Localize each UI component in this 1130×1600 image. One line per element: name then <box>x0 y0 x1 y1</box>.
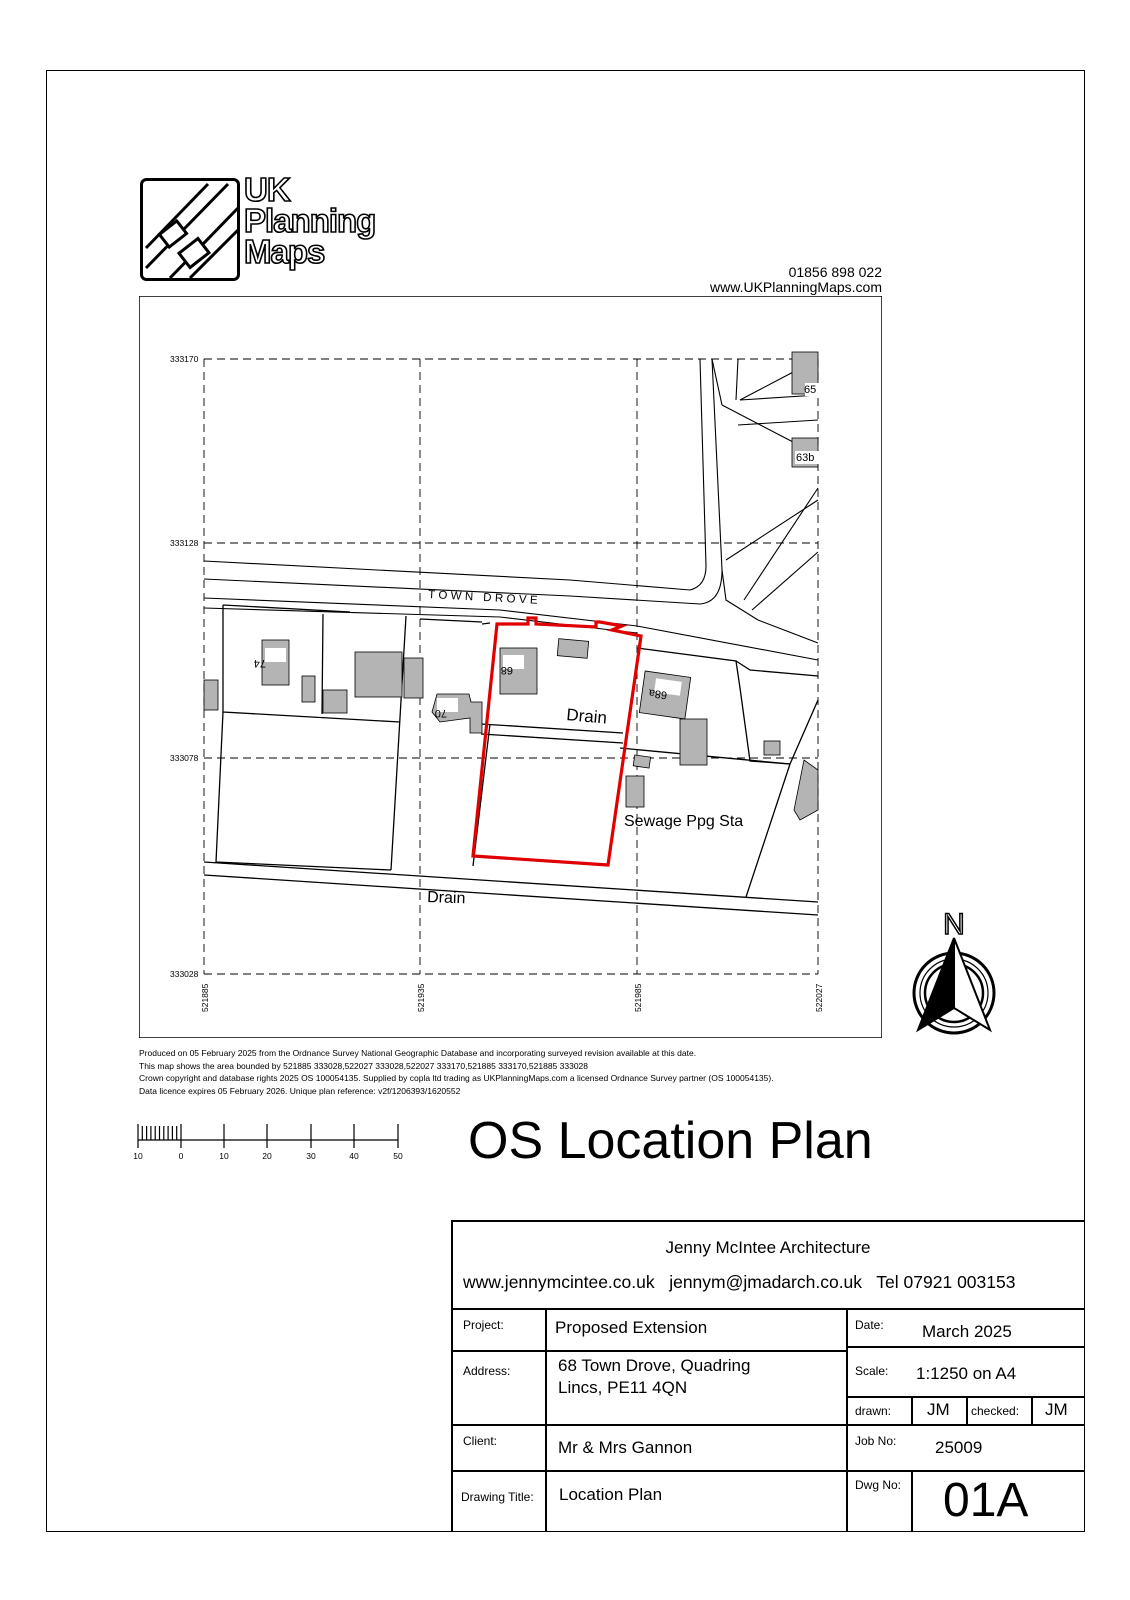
os-location-map <box>139 296 882 1038</box>
house-number-74: 74 <box>253 657 266 669</box>
practice-contact-line[interactable]: www.jennymcintee.co.uk jennym@jmadarch.co.uk Tel 07921 003153 <box>463 1272 1016 1292</box>
northing-label-1: 333170 <box>170 354 199 364</box>
building-sewage-station <box>626 776 644 807</box>
scale-label-7: 50 <box>393 1151 403 1161</box>
drawing-title-label: Drawing Title: <box>461 1490 534 1504</box>
scale-bar <box>132 1118 410 1164</box>
feature-label-drain-site: Drain <box>565 705 608 728</box>
client-value: Mr & Mrs Gannon <box>558 1438 693 1457</box>
job-number-value: 25009 <box>935 1438 983 1457</box>
map-copyright-notes <box>139 1047 899 1097</box>
address-label: Address: <box>463 1364 511 1378</box>
note-line-2: This map shows the area bounded by 521885 333028,522027 333028,522027 333170,521885 333170,521885 333028 <box>139 1060 589 1071</box>
project-value: Proposed Extension <box>555 1318 708 1337</box>
note-line-4: Data licence expires 05 February 2026. Unique plan reference: v2f/1206393/1620552 <box>139 1085 461 1096</box>
northing-label-3: 333078 <box>170 753 199 763</box>
supplier-website[interactable]: www.UKPlanningMaps.com <box>710 279 882 295</box>
logo-mark-icon <box>140 178 240 282</box>
feature-label-sewage-ppg-sta: Sewage Ppg Sta <box>624 813 744 830</box>
drawn-label: drawn: <box>855 1404 892 1418</box>
house-number-65: 65 <box>804 384 817 396</box>
northing-label-4: 333028 <box>170 969 199 979</box>
scale-label-6: 40 <box>349 1151 359 1161</box>
house-number-63b: 63b <box>796 452 815 464</box>
north-arrow-icon <box>908 906 1004 1036</box>
easting-label-3: 521985 <box>633 983 643 1012</box>
title-block <box>451 1220 1085 1532</box>
feature-label-drain-south: Drain <box>426 889 466 908</box>
logo-line-3: Maps <box>244 233 325 270</box>
building-72-annex <box>404 658 423 698</box>
project-label: Project: <box>463 1318 504 1332</box>
checked-label: checked: <box>971 1404 1020 1418</box>
checked-value: JM <box>1045 1400 1068 1419</box>
uk-planning-maps-logo <box>140 171 400 282</box>
scale-label-4: 20 <box>262 1151 272 1161</box>
house-number-74-bg <box>265 648 286 662</box>
address-line-2: Lincs, PE11 4QN <box>558 1378 688 1397</box>
supplier-phone: 01856 898 022 <box>788 264 882 280</box>
easting-label-4: 522027 <box>814 983 824 1012</box>
easting-label-1: 521885 <box>200 983 210 1012</box>
practice-name: Jenny McIntee Architecture <box>665 1238 871 1257</box>
road-label-town-drove: TOWN DROVE <box>427 589 542 607</box>
building-outhouse-a <box>302 676 315 702</box>
date-value: March 2025 <box>922 1322 1012 1341</box>
drawing-number-value: 01A <box>943 1474 1029 1527</box>
drawn-value: JM <box>927 1400 950 1419</box>
scale-label-1: 10 <box>133 1151 143 1161</box>
house-number-70: 70 <box>434 707 447 719</box>
building-68a-annex <box>680 719 707 765</box>
scale-label-3: 10 <box>219 1151 229 1161</box>
logo-line-1: UK <box>244 171 290 208</box>
client-label: Client: <box>463 1434 498 1448</box>
scale-label-5: 30 <box>306 1151 316 1161</box>
building-small-east <box>764 741 780 755</box>
plan-title: OS Location Plan <box>468 1112 873 1170</box>
building-west-edge <box>204 680 218 710</box>
building-outhouse-b <box>323 690 347 713</box>
job-number-label: Job No: <box>855 1434 897 1448</box>
date-label: Date: <box>855 1318 884 1332</box>
address-line-1: 68 Town Drove, Quadring <box>558 1356 751 1375</box>
drawing-title-value: Location Plan <box>559 1485 663 1504</box>
scale-label: Scale: <box>855 1364 889 1378</box>
note-line-1: Produced on 05 February 2025 from the Ordnance Survey National Geographic Database and incorporating surveyed revision available at this date. <box>139 1048 697 1058</box>
building-72 <box>355 652 402 697</box>
supplier-contact <box>600 265 882 295</box>
scale-value: 1:1250 on A4 <box>916 1364 1017 1383</box>
building-pump-a <box>633 755 650 768</box>
note-line-3: Crown copyright and database rights 2025 OS 100054135. Supplied by copla ltd trading as UKPlanningMaps.com a licensed Ordnance Survey partner (OS 100054135). <box>139 1073 774 1083</box>
house-number-68: 68 <box>500 664 513 676</box>
northing-label-2: 333128 <box>170 538 199 548</box>
scale-label-2: 0 <box>178 1151 184 1161</box>
logo-line-2: Planning <box>244 202 376 239</box>
drawing-number-label: Dwg No: <box>855 1478 902 1492</box>
north-label: N <box>943 908 965 941</box>
building-68-garage <box>557 639 588 659</box>
easting-label-2: 521935 <box>416 983 426 1012</box>
house-number-68a: 68a <box>648 686 668 701</box>
